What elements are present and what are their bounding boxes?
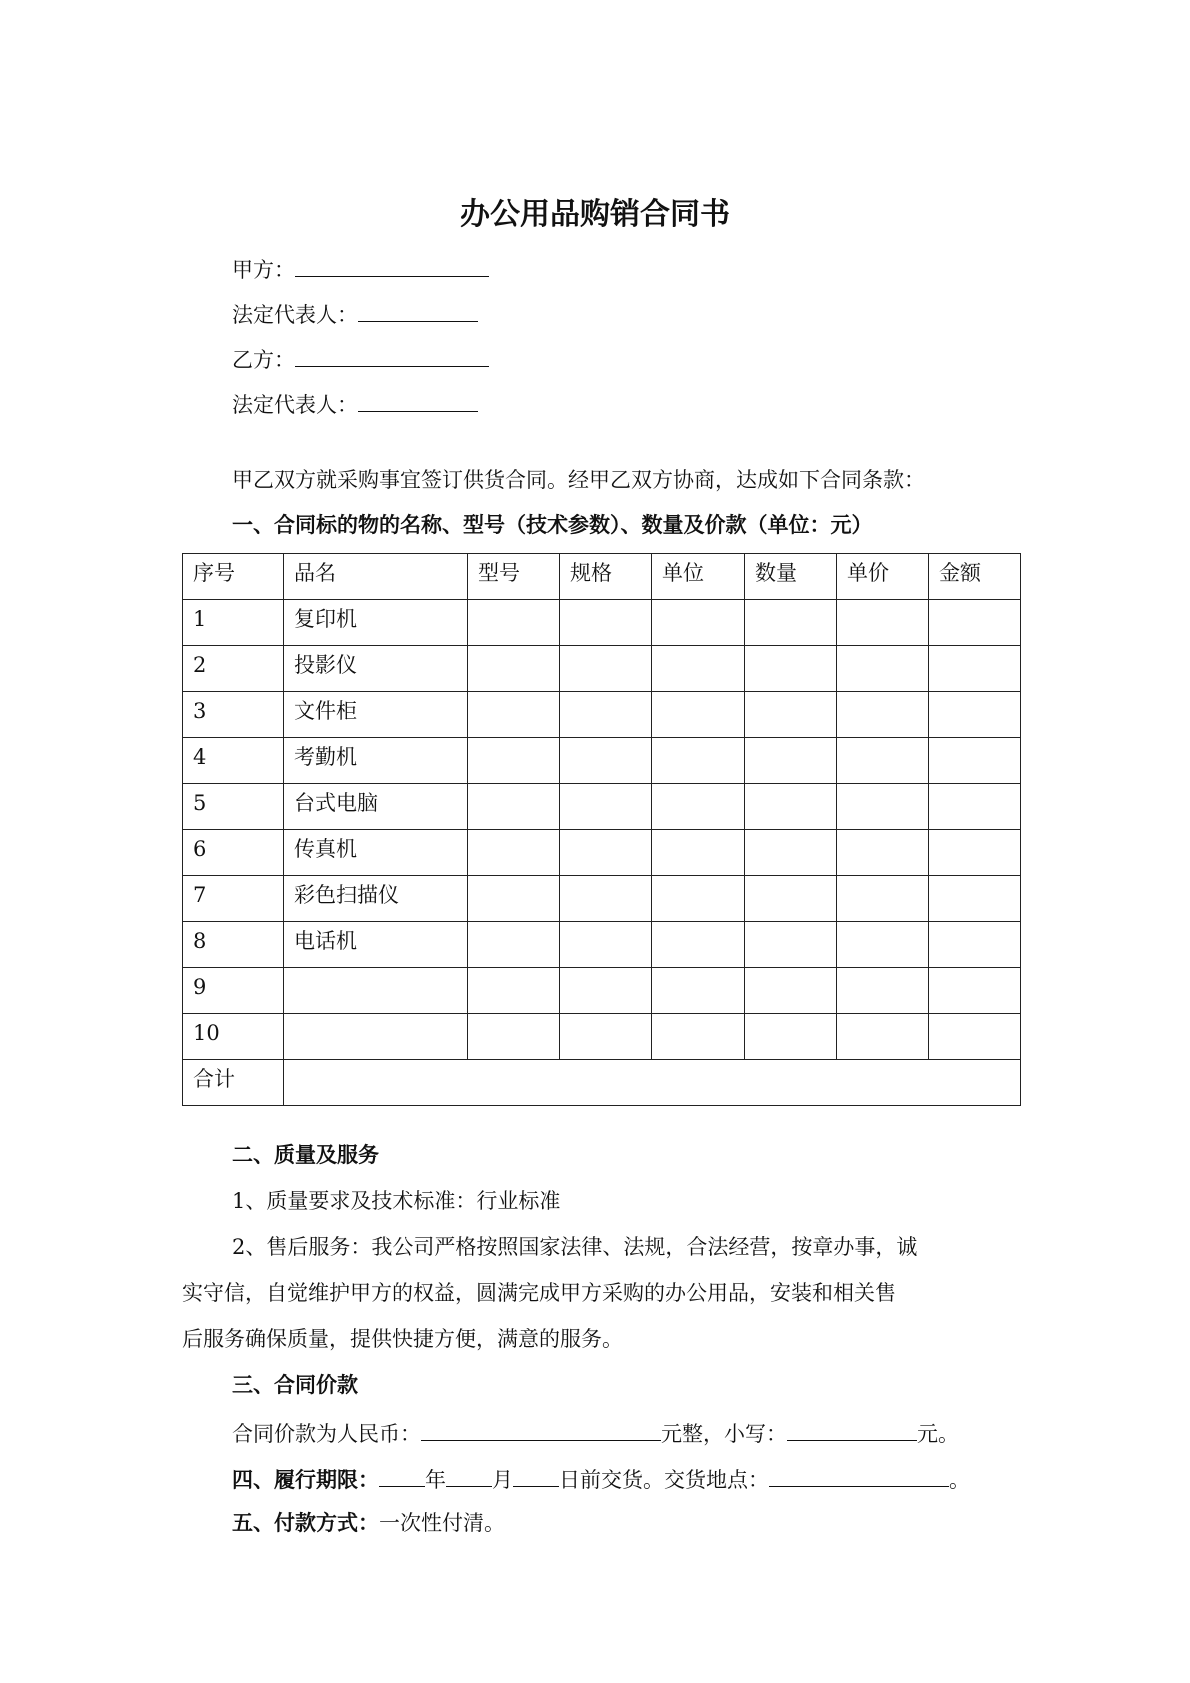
- blank-value-cell[interactable]: [745, 646, 837, 692]
- row-number-cell: 4: [183, 738, 284, 784]
- party-a-label: 甲方：: [232, 258, 295, 282]
- blank-value-cell[interactable]: [468, 646, 560, 692]
- after-sales-text-line2: 实守信，自觉维护甲方的权益，圆满完成甲方采购的办公用品，安装和相关售: [182, 1281, 896, 1305]
- party-a-field[interactable]: [295, 257, 489, 277]
- blank-value-cell[interactable]: [652, 968, 745, 1014]
- delivery-place-field[interactable]: [769, 1467, 949, 1487]
- row-number-cell: 10: [183, 1014, 284, 1060]
- blank-value-cell[interactable]: [745, 922, 837, 968]
- blank-value-cell[interactable]: [468, 784, 560, 830]
- blank-value-cell[interactable]: [929, 830, 1021, 876]
- product-name-cell: 台式电脑: [284, 784, 468, 830]
- blank-value-cell[interactable]: [560, 830, 652, 876]
- row-number-cell: 9: [183, 968, 284, 1014]
- product-name-cell: 传真机: [284, 830, 468, 876]
- blank-value-cell[interactable]: [745, 876, 837, 922]
- party-b-rep-label: 法定代表人：: [232, 393, 358, 417]
- blank-value-cell[interactable]: [652, 600, 745, 646]
- party-b-label: 乙方：: [232, 348, 295, 372]
- table-total-row: [183, 1060, 1021, 1106]
- price-lowercase-field[interactable]: [787, 1421, 917, 1441]
- row-number-cell: 7: [183, 876, 284, 922]
- blank-value-cell[interactable]: [837, 830, 929, 876]
- blank-value-cell[interactable]: [745, 784, 837, 830]
- product-name-cell: 彩色扫描仪: [284, 876, 468, 922]
- blank-value-cell[interactable]: [837, 692, 929, 738]
- blank-value-cell[interactable]: [468, 876, 560, 922]
- row-number-cell: 2: [183, 646, 284, 692]
- blank-value-cell[interactable]: [560, 876, 652, 922]
- section3-heading: 三、合同价款: [232, 1373, 358, 1397]
- product-name-cell: 考勤机: [284, 738, 468, 784]
- items-table-body: [183, 554, 1021, 1106]
- product-name-cell: 投影仪: [284, 646, 468, 692]
- party-a-line: [232, 257, 489, 281]
- delivery-term-line: [232, 1467, 970, 1491]
- row-number-cell: 3: [183, 692, 284, 738]
- blank-value-cell[interactable]: [652, 738, 745, 784]
- blank-value-cell[interactable]: [837, 738, 929, 784]
- month-label: 月: [492, 1468, 513, 1492]
- party-b-rep-field[interactable]: [358, 392, 478, 412]
- blank-value-cell[interactable]: [468, 968, 560, 1014]
- intro-paragraph: 甲乙双方就采购事宜签订供货合同。经甲乙双方协商，达成如下合同条款：: [232, 468, 925, 492]
- header-cell: 数量: [745, 554, 837, 600]
- table-row: [183, 784, 1021, 830]
- blank-value-cell[interactable]: [929, 600, 1021, 646]
- blank-value-cell[interactable]: [652, 922, 745, 968]
- total-value-cell[interactable]: [284, 1060, 1021, 1106]
- party-a-rep-line: [232, 302, 478, 326]
- header-cell: 型号: [468, 554, 560, 600]
- blank-value-cell[interactable]: [652, 1014, 745, 1060]
- price-suffix: 元。: [917, 1422, 959, 1446]
- party-b-line: [232, 347, 489, 371]
- blank-value-cell[interactable]: [468, 692, 560, 738]
- blank-value-cell[interactable]: [560, 646, 652, 692]
- blank-value-cell[interactable]: [468, 738, 560, 784]
- blank-value-cell[interactable]: [468, 1014, 560, 1060]
- header-cell: 单位: [652, 554, 745, 600]
- header-cell: 品名: [284, 554, 468, 600]
- contract-price-line: [232, 1421, 959, 1445]
- product-name-cell: 复印机: [284, 600, 468, 646]
- section5-heading: 五、付款方式：: [232, 1511, 379, 1535]
- year-label: 年: [425, 1468, 446, 1492]
- table-row: [183, 646, 1021, 692]
- blank-value-cell[interactable]: [652, 876, 745, 922]
- table-row: [183, 600, 1021, 646]
- blank-value-cell[interactable]: [468, 600, 560, 646]
- payment-line: [232, 1513, 505, 1534]
- blank-value-cell[interactable]: [560, 600, 652, 646]
- table-row: [183, 830, 1021, 876]
- table-row: [183, 738, 1021, 784]
- blank-value-cell[interactable]: [837, 1014, 929, 1060]
- total-label-cell: 合计: [183, 1060, 284, 1106]
- blank-value-cell[interactable]: [837, 922, 929, 968]
- blank-value-cell[interactable]: [652, 692, 745, 738]
- blank-value-cell[interactable]: [745, 600, 837, 646]
- after-sales-text-line3: 后服务确保质量，提供快捷方便，满意的服务。: [182, 1327, 623, 1351]
- party-b-field[interactable]: [295, 347, 489, 367]
- price-prefix: 合同价款为人民币：: [232, 1422, 421, 1446]
- header-cell: 单价: [837, 554, 929, 600]
- section1-heading: 一、合同标的物的名称、型号（技术参数）、数量及价款（单位：元）: [232, 513, 873, 537]
- blank-value-cell[interactable]: [929, 876, 1021, 922]
- party-a-rep-field[interactable]: [358, 302, 478, 322]
- delivery-month-field[interactable]: [446, 1467, 492, 1487]
- row-number-cell: 1: [183, 600, 284, 646]
- blank-value-cell[interactable]: [560, 784, 652, 830]
- product-name-cell: [284, 968, 468, 1014]
- product-name-cell: [284, 1014, 468, 1060]
- blank-value-cell[interactable]: [929, 692, 1021, 738]
- party-b-rep-line: [232, 392, 478, 416]
- blank-value-cell[interactable]: [560, 738, 652, 784]
- blank-value-cell[interactable]: [745, 830, 837, 876]
- table-row: [183, 922, 1021, 968]
- row-number-cell: 6: [183, 830, 284, 876]
- blank-value-cell[interactable]: [745, 968, 837, 1014]
- delivery-end: 。: [949, 1468, 970, 1492]
- blank-value-cell[interactable]: [929, 784, 1021, 830]
- row-number-cell: 5: [183, 784, 284, 830]
- blank-value-cell[interactable]: [745, 1014, 837, 1060]
- quality-standard-text: 1、质量要求及技术标准：行业标准: [232, 1189, 561, 1213]
- after-sales-text-line1: 2、售后服务：我公司严格按照国家法律、法规，合法经营，按章办事，诚: [232, 1235, 918, 1259]
- blank-value-cell[interactable]: [929, 646, 1021, 692]
- product-name-cell: 电话机: [284, 922, 468, 968]
- blank-value-cell[interactable]: [929, 922, 1021, 968]
- row-number-cell: 8: [183, 922, 284, 968]
- blank-value-cell[interactable]: [837, 968, 929, 1014]
- items-table: [182, 553, 1021, 1106]
- blank-value-cell[interactable]: [560, 968, 652, 1014]
- section4-heading: 四、履行期限：: [232, 1468, 379, 1492]
- section2-heading: 二、质量及服务: [232, 1143, 379, 1167]
- document-title: 办公用品购销合同书: [460, 197, 730, 232]
- blank-value-cell[interactable]: [929, 1014, 1021, 1060]
- delivery-place-text: 日前交货。交货地点：: [559, 1468, 769, 1492]
- table-row: [183, 968, 1021, 1014]
- blank-value-cell[interactable]: [560, 692, 652, 738]
- blank-value-cell[interactable]: [837, 646, 929, 692]
- blank-value-cell[interactable]: [837, 600, 929, 646]
- blank-value-cell[interactable]: [929, 738, 1021, 784]
- blank-value-cell[interactable]: [837, 876, 929, 922]
- table-row: [183, 1014, 1021, 1060]
- blank-value-cell[interactable]: [468, 922, 560, 968]
- price-uppercase-field[interactable]: [421, 1421, 661, 1441]
- blank-value-cell[interactable]: [560, 1014, 652, 1060]
- blank-value-cell[interactable]: [468, 830, 560, 876]
- header-cell: 金额: [929, 554, 1021, 600]
- table-row: [183, 876, 1021, 922]
- price-mid-text: 元整，小写：: [661, 1422, 787, 1446]
- blank-value-cell[interactable]: [745, 738, 837, 784]
- party-a-rep-label: 法定代表人：: [232, 303, 358, 327]
- blank-value-cell[interactable]: [652, 830, 745, 876]
- blank-value-cell[interactable]: [837, 784, 929, 830]
- blank-value-cell[interactable]: [652, 784, 745, 830]
- product-name-cell: 文件柜: [284, 692, 468, 738]
- delivery-day-field[interactable]: [513, 1467, 559, 1487]
- blank-value-cell[interactable]: [929, 968, 1021, 1014]
- payment-method-text: 一次性付清。: [379, 1511, 505, 1535]
- blank-value-cell[interactable]: [652, 646, 745, 692]
- table-header-row: [183, 554, 1021, 600]
- header-cell: 规格: [560, 554, 652, 600]
- blank-value-cell[interactable]: [745, 692, 837, 738]
- blank-value-cell[interactable]: [560, 922, 652, 968]
- table-row: [183, 692, 1021, 738]
- header-cell: 序号: [183, 554, 284, 600]
- delivery-year-field[interactable]: [379, 1467, 425, 1487]
